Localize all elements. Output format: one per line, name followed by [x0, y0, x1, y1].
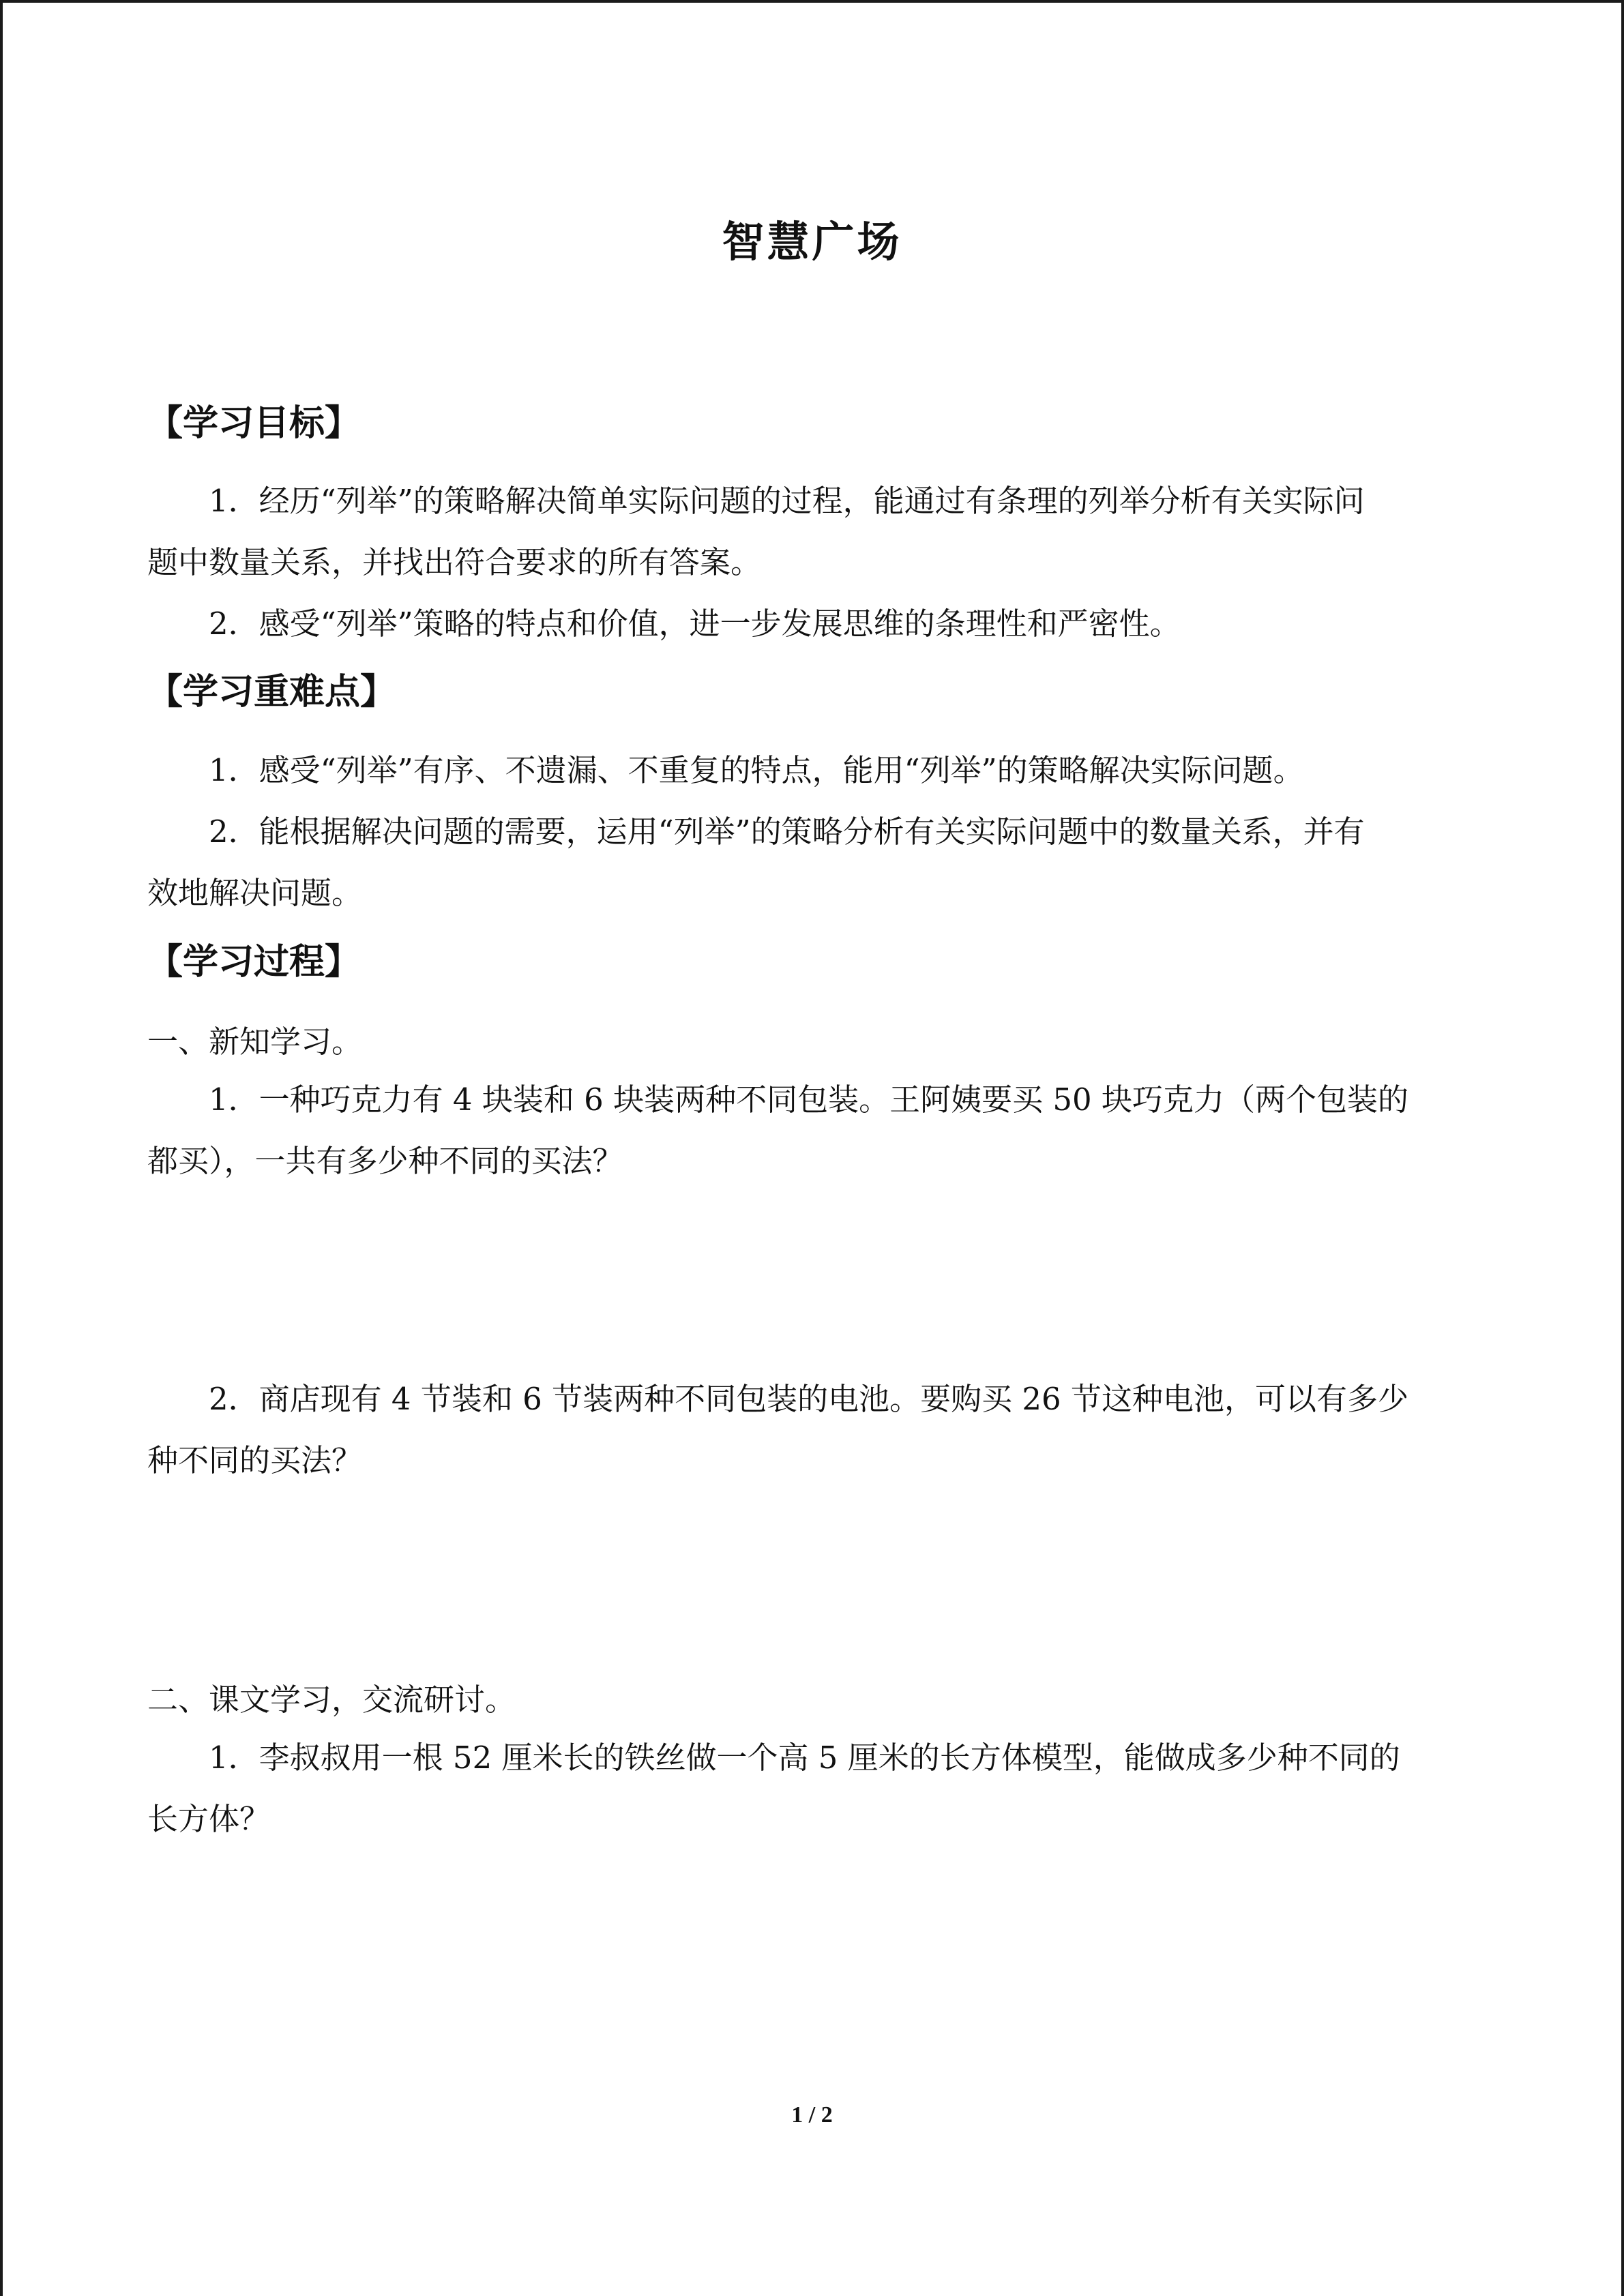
page-title: 智慧广场 — [722, 217, 902, 267]
key-points-item-1: 1．感受“列举”有序、不遗漏、不重复的特点，能用“列举”的策略解决实际问题。 — [209, 752, 1304, 788]
part2-title: 二、课文学习，交流研讨。 — [147, 1682, 516, 1718]
heading-key-points: 【学习重难点】 — [147, 672, 396, 713]
goals-item-1-line-1: 1．经历“列举”的策略解决简单实际问题的过程，能通过有条理的列举分析有关实际问 — [209, 483, 1365, 519]
part1-question-2-line-1: 2．商店现有 4 节装和 6 节装两种不同包装的电池。要购买 26 节这种电池，可以有多少 — [209, 1381, 1408, 1417]
page-number: 1 / 2 — [791, 2102, 833, 2128]
part1-question-2-line-2: 种不同的买法？ — [147, 1442, 363, 1478]
goals-item-2: 2．感受“列举”策略的特点和价值，进一步发展思维的条理性和严密性。 — [209, 606, 1181, 642]
heading-learning-process: 【学习过程】 — [147, 942, 361, 983]
heading-learning-goals: 【学习目标】 — [147, 403, 361, 444]
part1-question-1-line-1: 1．一种巧克力有 4 块装和 6 块装两种不同包装。王阿姨要买 50 块巧克力（两个包装的 — [209, 1082, 1408, 1118]
part2-question-1-line-1: 1．李叔叔用一根 52 厘米长的铁丝做一个高 5 厘米的长方体模型，能做成多少种不同的 — [209, 1740, 1400, 1776]
part1-title: 一、新知学习。 — [147, 1024, 363, 1060]
part2-question-1-line-2: 长方体？ — [147, 1801, 271, 1837]
key-points-item-2-line-1: 2．能根据解决问题的需要，运用“列举”的策略分析有关实际问题中的数量关系，并有 — [209, 814, 1365, 850]
goals-item-1-line-2: 题中数量关系，并找出符合要求的所有答案。 — [147, 544, 762, 580]
key-points-item-2-line-2: 效地解决问题。 — [147, 875, 363, 911]
part1-question-1-line-2: 都买），一共有多少种不同的买法？ — [147, 1143, 623, 1179]
